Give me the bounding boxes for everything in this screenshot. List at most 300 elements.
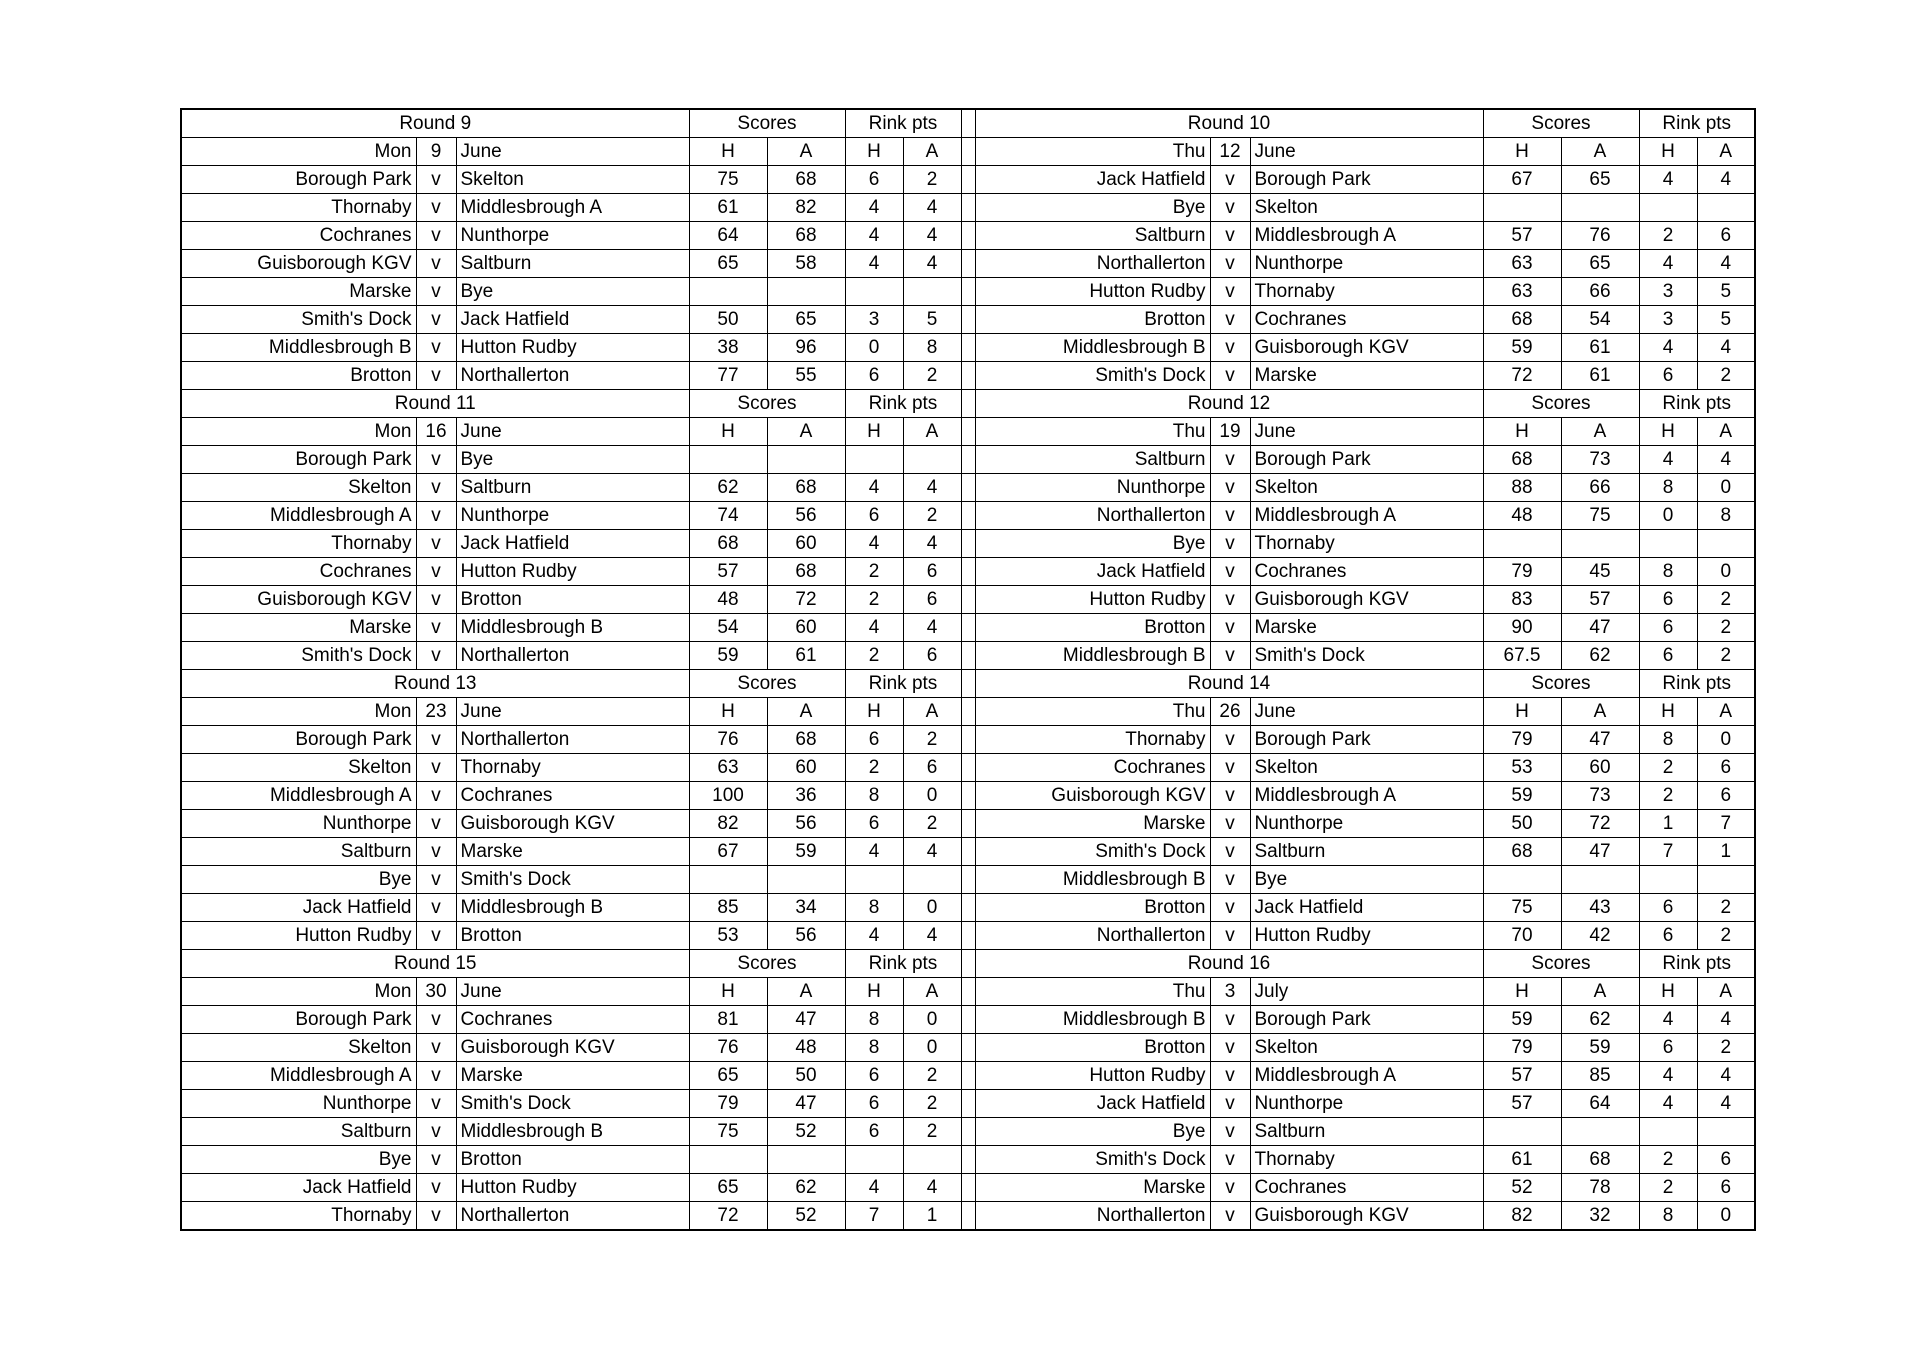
away-rink-pts: 6 — [1697, 222, 1755, 250]
table-row — [181, 1006, 1755, 1034]
home-team: Smith's Dock — [181, 306, 416, 334]
home-team: Thornaby — [181, 530, 416, 558]
home-team: Jack Hatfield — [181, 1174, 416, 1202]
away-col-header: A — [903, 698, 961, 726]
away-score: 61 — [1561, 334, 1639, 362]
away-rink-pts: 0 — [1697, 558, 1755, 586]
column-gap — [961, 250, 975, 278]
away-team: Hutton Rudby — [456, 334, 689, 362]
home-team: Middlesbrough B — [975, 866, 1210, 894]
home-score: 81 — [689, 1006, 767, 1034]
table-row — [181, 922, 1755, 950]
home-score: 88 — [1483, 474, 1561, 502]
home-team: Smith's Dock — [975, 362, 1210, 390]
home-score: 76 — [689, 1034, 767, 1062]
versus-label: v — [416, 586, 456, 614]
versus-label: v — [1210, 502, 1250, 530]
home-rink-pts: 3 — [1639, 278, 1697, 306]
round-title: Round 13 — [181, 670, 689, 698]
home-score: 67 — [689, 838, 767, 866]
round-day: Thu — [975, 698, 1210, 726]
round-date: 30 — [416, 978, 456, 1006]
round-day: Thu — [975, 978, 1210, 1006]
home-rink-pts: 3 — [1639, 306, 1697, 334]
table-row — [181, 194, 1755, 222]
away-score: 61 — [1561, 362, 1639, 390]
table-row — [181, 306, 1755, 334]
home-team: Brotton — [181, 362, 416, 390]
versus-label: v — [1210, 222, 1250, 250]
home-rink-pts: 4 — [845, 474, 903, 502]
home-rink-pts: 6 — [1639, 362, 1697, 390]
home-rink-pts: 1 — [1639, 810, 1697, 838]
away-rink-pts: 0 — [1697, 474, 1755, 502]
home-rink-pts: 8 — [845, 1006, 903, 1034]
round-month: June — [456, 138, 689, 166]
away-rink-pts: 2 — [1697, 1034, 1755, 1062]
round-month: June — [456, 978, 689, 1006]
versus-label: v — [416, 726, 456, 754]
home-score — [689, 446, 767, 474]
home-rink-pts: 4 — [1639, 334, 1697, 362]
round-header-row — [181, 670, 1755, 698]
away-score: 62 — [767, 1174, 845, 1202]
table-body — [181, 109, 1755, 1230]
home-team: Saltburn — [181, 838, 416, 866]
away-team: Middlesbrough A — [1250, 782, 1483, 810]
home-score: 76 — [689, 726, 767, 754]
home-team: Thornaby — [975, 726, 1210, 754]
away-team: Nunthorpe — [1250, 810, 1483, 838]
away-col-header: A — [767, 698, 845, 726]
home-rink-pts: 8 — [1639, 558, 1697, 586]
home-score: 57 — [689, 558, 767, 586]
away-score: 85 — [1561, 1062, 1639, 1090]
home-col-header: H — [1483, 418, 1561, 446]
rink-pts-header: Rink pts — [1639, 950, 1755, 978]
away-score: 57 — [1561, 586, 1639, 614]
home-score: 63 — [1483, 278, 1561, 306]
away-team: Cochranes — [1250, 1174, 1483, 1202]
home-team: Cochranes — [181, 222, 416, 250]
home-score: 48 — [1483, 502, 1561, 530]
home-team: Nunthorpe — [181, 1090, 416, 1118]
away-team: Guisborough KGV — [1250, 586, 1483, 614]
away-rink-pts: 4 — [903, 1174, 961, 1202]
versus-label: v — [1210, 754, 1250, 782]
versus-label: v — [416, 838, 456, 866]
home-rink-pts: 6 — [845, 1090, 903, 1118]
versus-label: v — [416, 194, 456, 222]
home-rink-pts: 2 — [845, 642, 903, 670]
versus-label: v — [1210, 166, 1250, 194]
away-rink-pts: 4 — [903, 838, 961, 866]
column-gap — [961, 894, 975, 922]
away-score: 68 — [767, 474, 845, 502]
column-gap — [961, 558, 975, 586]
table-row — [181, 446, 1755, 474]
away-score — [767, 866, 845, 894]
away-col-header: A — [903, 978, 961, 1006]
round-month: June — [1250, 418, 1483, 446]
home-rink-pts: 2 — [1639, 782, 1697, 810]
away-score: 62 — [1561, 642, 1639, 670]
away-rink-pts: 4 — [903, 222, 961, 250]
home-score: 75 — [689, 166, 767, 194]
scores-header: Scores — [1483, 390, 1639, 418]
home-rink-pts: 8 — [1639, 726, 1697, 754]
home-score: 61 — [1483, 1146, 1561, 1174]
home-team: Skelton — [181, 474, 416, 502]
table-row — [181, 278, 1755, 306]
away-team: Skelton — [1250, 474, 1483, 502]
away-rink-pts — [903, 1146, 961, 1174]
round-title: Round 14 — [975, 670, 1483, 698]
home-rink-pts: 6 — [845, 810, 903, 838]
away-score: 65 — [767, 306, 845, 334]
away-team: Hutton Rudby — [456, 1174, 689, 1202]
away-score — [767, 1146, 845, 1174]
rink-pts-header: Rink pts — [845, 950, 961, 978]
home-team: Smith's Dock — [975, 1146, 1210, 1174]
home-score: 70 — [1483, 922, 1561, 950]
home-score: 62 — [689, 474, 767, 502]
home-team: Bye — [181, 866, 416, 894]
away-team: Guisborough KGV — [1250, 1202, 1483, 1231]
home-rink-pts: 2 — [1639, 1146, 1697, 1174]
rink-pts-header: Rink pts — [1639, 109, 1755, 138]
away-rink-pts: 4 — [1697, 1006, 1755, 1034]
table-row — [181, 614, 1755, 642]
rink-pts-header: Rink pts — [1639, 390, 1755, 418]
away-rink-pts: 4 — [903, 614, 961, 642]
versus-label: v — [416, 810, 456, 838]
home-team: Borough Park — [181, 726, 416, 754]
round-title: Round 16 — [975, 950, 1483, 978]
round-month: June — [1250, 698, 1483, 726]
away-team: Cochranes — [456, 782, 689, 810]
away-score: 64 — [1561, 1090, 1639, 1118]
home-team: Bye — [975, 194, 1210, 222]
home-rink-pts — [845, 278, 903, 306]
away-score: 54 — [1561, 306, 1639, 334]
round-date: 23 — [416, 698, 456, 726]
away-team: Saltburn — [1250, 838, 1483, 866]
home-team: Northallerton — [975, 922, 1210, 950]
column-gap — [961, 222, 975, 250]
round-date-row — [181, 138, 1755, 166]
away-team: Smith's Dock — [456, 1090, 689, 1118]
home-team: Guisborough KGV — [181, 250, 416, 278]
versus-label: v — [1210, 782, 1250, 810]
home-team: Saltburn — [181, 1118, 416, 1146]
versus-label: v — [1210, 1118, 1250, 1146]
home-rink-pts — [1639, 1118, 1697, 1146]
away-team: Skelton — [1250, 194, 1483, 222]
table-row — [181, 1090, 1755, 1118]
away-rink-pts: 2 — [903, 502, 961, 530]
away-team: Skelton — [1250, 754, 1483, 782]
rink-pts-header: Rink pts — [845, 670, 961, 698]
away-score: 68 — [767, 166, 845, 194]
home-score: 63 — [1483, 250, 1561, 278]
away-team: Saltburn — [456, 250, 689, 278]
round-title: Round 10 — [975, 109, 1483, 138]
column-gap — [961, 586, 975, 614]
column-gap — [961, 109, 975, 138]
away-score: 60 — [767, 530, 845, 558]
home-team: Northallerton — [975, 502, 1210, 530]
column-gap — [961, 1062, 975, 1090]
away-score — [1561, 194, 1639, 222]
away-rink-pts: 6 — [903, 586, 961, 614]
away-rink-pts: 0 — [903, 782, 961, 810]
column-gap — [961, 810, 975, 838]
away-team: Borough Park — [1250, 726, 1483, 754]
versus-label: v — [1210, 474, 1250, 502]
home-score: 59 — [1483, 334, 1561, 362]
away-score: 45 — [1561, 558, 1639, 586]
away-team: Guisborough KGV — [456, 810, 689, 838]
column-gap — [961, 726, 975, 754]
versus-label: v — [1210, 194, 1250, 222]
away-col-header: A — [1697, 978, 1755, 1006]
home-score: 65 — [689, 1062, 767, 1090]
versus-label: v — [416, 222, 456, 250]
home-rink-pts: 8 — [1639, 474, 1697, 502]
home-col-header: H — [845, 138, 903, 166]
away-team: Guisborough KGV — [1250, 334, 1483, 362]
away-team: Brotton — [456, 586, 689, 614]
versus-label: v — [416, 922, 456, 950]
versus-label: v — [1210, 1006, 1250, 1034]
round-date: 9 — [416, 138, 456, 166]
home-score: 61 — [689, 194, 767, 222]
home-rink-pts — [1639, 866, 1697, 894]
home-team: Borough Park — [181, 166, 416, 194]
home-team: Bye — [181, 1146, 416, 1174]
away-team: Bye — [456, 278, 689, 306]
home-rink-pts: 4 — [845, 922, 903, 950]
round-date-row — [181, 978, 1755, 1006]
round-month: July — [1250, 978, 1483, 1006]
away-score: 59 — [767, 838, 845, 866]
away-rink-pts: 0 — [1697, 726, 1755, 754]
rink-pts-header: Rink pts — [845, 390, 961, 418]
away-score: 32 — [1561, 1202, 1639, 1231]
away-col-header: A — [1697, 418, 1755, 446]
home-rink-pts: 6 — [1639, 922, 1697, 950]
away-team: Hutton Rudby — [1250, 922, 1483, 950]
versus-label: v — [1210, 1062, 1250, 1090]
home-team: Skelton — [181, 1034, 416, 1062]
home-team: Jack Hatfield — [181, 894, 416, 922]
away-rink-pts: 4 — [1697, 1062, 1755, 1090]
home-team: Hutton Rudby — [975, 278, 1210, 306]
away-team: Thornaby — [1250, 1146, 1483, 1174]
away-team: Middlesbrough A — [1250, 502, 1483, 530]
home-col-header: H — [845, 698, 903, 726]
home-team: Brotton — [975, 614, 1210, 642]
away-team: Brotton — [456, 1146, 689, 1174]
away-rink-pts — [1697, 866, 1755, 894]
home-score: 67 — [1483, 166, 1561, 194]
table-row — [181, 558, 1755, 586]
away-rink-pts: 2 — [903, 1118, 961, 1146]
versus-label: v — [1210, 278, 1250, 306]
versus-label: v — [1210, 922, 1250, 950]
versus-label: v — [1210, 362, 1250, 390]
table-row — [181, 334, 1755, 362]
home-col-header: H — [689, 418, 767, 446]
home-team: Marske — [181, 614, 416, 642]
away-score: 60 — [1561, 754, 1639, 782]
away-team: Middlesbrough B — [456, 894, 689, 922]
home-score: 38 — [689, 334, 767, 362]
home-rink-pts: 4 — [845, 530, 903, 558]
table-row — [181, 754, 1755, 782]
table-row — [181, 1062, 1755, 1090]
table-row — [181, 1202, 1755, 1231]
away-rink-pts: 4 — [903, 250, 961, 278]
away-rink-pts: 0 — [1697, 1202, 1755, 1231]
home-team: Middlesbrough B — [975, 642, 1210, 670]
away-score: 68 — [767, 558, 845, 586]
away-score: 52 — [767, 1202, 845, 1231]
away-score: 56 — [767, 502, 845, 530]
home-score: 67.5 — [1483, 642, 1561, 670]
away-score: 61 — [767, 642, 845, 670]
table-row — [181, 726, 1755, 754]
away-score: 72 — [1561, 810, 1639, 838]
away-score: 50 — [767, 1062, 845, 1090]
versus-label: v — [1210, 558, 1250, 586]
versus-label: v — [416, 334, 456, 362]
away-rink-pts: 5 — [1697, 278, 1755, 306]
home-score: 63 — [689, 754, 767, 782]
round-date: 19 — [1210, 418, 1250, 446]
home-rink-pts: 2 — [845, 586, 903, 614]
versus-label: v — [416, 754, 456, 782]
versus-label: v — [416, 782, 456, 810]
away-rink-pts: 0 — [903, 1034, 961, 1062]
home-score: 85 — [689, 894, 767, 922]
away-score: 47 — [767, 1090, 845, 1118]
away-score: 96 — [767, 334, 845, 362]
away-rink-pts: 2 — [903, 810, 961, 838]
column-gap — [961, 1034, 975, 1062]
home-score — [1483, 530, 1561, 558]
home-rink-pts: 4 — [1639, 166, 1697, 194]
home-score — [689, 1146, 767, 1174]
away-score: 78 — [1561, 1174, 1639, 1202]
away-score: 47 — [1561, 726, 1639, 754]
home-score: 77 — [689, 362, 767, 390]
round-month: June — [456, 418, 689, 446]
away-score — [1561, 530, 1639, 558]
home-team: Jack Hatfield — [975, 558, 1210, 586]
home-score: 52 — [1483, 1174, 1561, 1202]
home-rink-pts: 4 — [845, 838, 903, 866]
away-team: Cochranes — [456, 1006, 689, 1034]
round-header-row — [181, 950, 1755, 978]
away-team: Marske — [1250, 614, 1483, 642]
home-score: 65 — [689, 250, 767, 278]
round-date-row — [181, 698, 1755, 726]
home-team: Jack Hatfield — [975, 166, 1210, 194]
home-rink-pts: 6 — [845, 726, 903, 754]
away-col-header: A — [1561, 698, 1639, 726]
home-rink-pts: 8 — [845, 894, 903, 922]
home-rink-pts: 4 — [845, 1174, 903, 1202]
away-rink-pts: 4 — [903, 474, 961, 502]
versus-label: v — [416, 474, 456, 502]
versus-label: v — [416, 894, 456, 922]
away-rink-pts: 2 — [1697, 922, 1755, 950]
home-score: 90 — [1483, 614, 1561, 642]
away-team: Northallerton — [456, 726, 689, 754]
versus-label: v — [416, 866, 456, 894]
versus-label: v — [416, 362, 456, 390]
home-team: Borough Park — [181, 1006, 416, 1034]
home-score: 54 — [689, 614, 767, 642]
away-rink-pts: 2 — [903, 362, 961, 390]
column-gap — [961, 530, 975, 558]
away-rink-pts: 4 — [1697, 334, 1755, 362]
versus-label: v — [1210, 838, 1250, 866]
away-team: Marske — [1250, 362, 1483, 390]
versus-label: v — [416, 502, 456, 530]
home-team: Middlesbrough B — [181, 334, 416, 362]
away-team: Middlesbrough A — [456, 194, 689, 222]
away-team: Nunthorpe — [1250, 1090, 1483, 1118]
column-gap — [961, 446, 975, 474]
table-row — [181, 530, 1755, 558]
home-score: 79 — [1483, 1034, 1561, 1062]
round-title: Round 15 — [181, 950, 689, 978]
away-score: 43 — [1561, 894, 1639, 922]
home-score: 82 — [1483, 1202, 1561, 1231]
versus-label: v — [416, 1146, 456, 1174]
away-score: 68 — [1561, 1146, 1639, 1174]
home-score: 79 — [689, 1090, 767, 1118]
home-score: 79 — [1483, 726, 1561, 754]
column-gap — [961, 306, 975, 334]
versus-label: v — [416, 614, 456, 642]
away-score: 48 — [767, 1034, 845, 1062]
away-score: 65 — [1561, 250, 1639, 278]
home-rink-pts — [845, 866, 903, 894]
away-col-header: A — [903, 138, 961, 166]
table-row — [181, 250, 1755, 278]
table-row — [181, 502, 1755, 530]
home-team: Thornaby — [181, 194, 416, 222]
home-rink-pts: 2 — [845, 754, 903, 782]
home-team: Brotton — [975, 306, 1210, 334]
home-score: 83 — [1483, 586, 1561, 614]
versus-label: v — [416, 1090, 456, 1118]
home-rink-pts: 8 — [845, 782, 903, 810]
home-rink-pts: 2 — [1639, 1174, 1697, 1202]
round-day: Mon — [181, 138, 416, 166]
table-row — [181, 166, 1755, 194]
round-day: Mon — [181, 418, 416, 446]
home-score — [689, 866, 767, 894]
scores-header: Scores — [1483, 109, 1639, 138]
away-team: Brotton — [456, 922, 689, 950]
round-day: Thu — [975, 418, 1210, 446]
away-score: 58 — [767, 250, 845, 278]
